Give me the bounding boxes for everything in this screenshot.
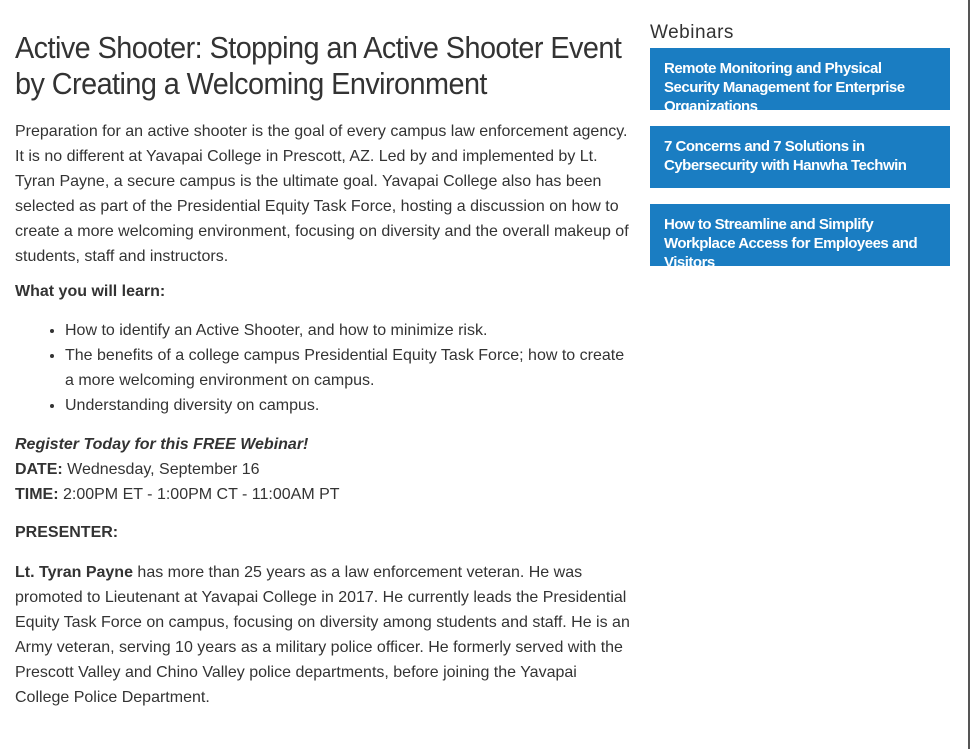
webinar-link-workplace-access[interactable]: How to Streamline and Simplify Workplace Access for Employees and Visitors (650, 204, 950, 266)
presenter-bio (15, 560, 635, 710)
list-item: • How to identify an Active Shooter, and how to minimize risk. (65, 318, 635, 343)
webinar-link-cybersecurity[interactable]: 7 Concerns and 7 Solutions in Cybersecurity with Hanwha Techwin (650, 126, 950, 188)
date-value: Wednesday, September 16 (62, 461, 260, 478)
time-label: TIME: (15, 486, 59, 503)
presenter-bio-text: has more than 25 years as a law enforcement veteran. He was promoted to Lieutenant at Yavapai College in 2017. He currently leads the Presidential Equity Task Force on campus, focusing on diversity among students and staff. He is an Army veteran, serving 10 years as a military police officer. He formerly served with the Prescott Valley and Chino Valley police departments, before joining the Yavapai College Police Department. (15, 564, 630, 706)
intro-paragraph: Preparation for an active shooter is the goal of every campus law enforcement agency. It is no different at Yavapai College in Prescott, AZ. Led by and implemented by Lt. Tyran Payne, a secure campus is the ultimate goal. Yavapai College also has been selected as part of the Presidential Equity Task Force, hosting a discussion on how to create a more welcoming environment, focusing on diversity and the overall makeup of students, staff and instructors. (15, 123, 629, 265)
page-title: Active Shooter: Stopping an Active Shooter Event by Creating a Welcoming Environment (15, 30, 622, 101)
learn-list (15, 318, 635, 418)
time-value: 2:00PM ET - 1:00PM CT - 11:00AM PT (58, 486, 340, 503)
list-item: • The benefits of a college campus Presidential Equity Task Force; how to create a more welcoming environment on campus. (65, 343, 635, 393)
webinar-link-remote-monitoring[interactable]: Remote Monitoring and Physical Security Management for Enterprise Organizations (650, 48, 950, 110)
webinars-sidebar (650, 22, 950, 271)
learn-heading: What you will learn: (15, 283, 166, 300)
presenter-heading: PRESENTER: (15, 524, 119, 541)
presenter-name: Lt. Tyran Payne (15, 564, 133, 581)
list-item: • Understanding diversity on campus. (65, 393, 635, 418)
event-details (15, 432, 635, 507)
sidebar-title: Webinars (650, 22, 734, 43)
article (15, 30, 635, 710)
date-label: DATE: (15, 461, 63, 478)
register-callout: Register Today for this FREE Webinar! (15, 436, 309, 453)
page-border (968, 0, 970, 749)
